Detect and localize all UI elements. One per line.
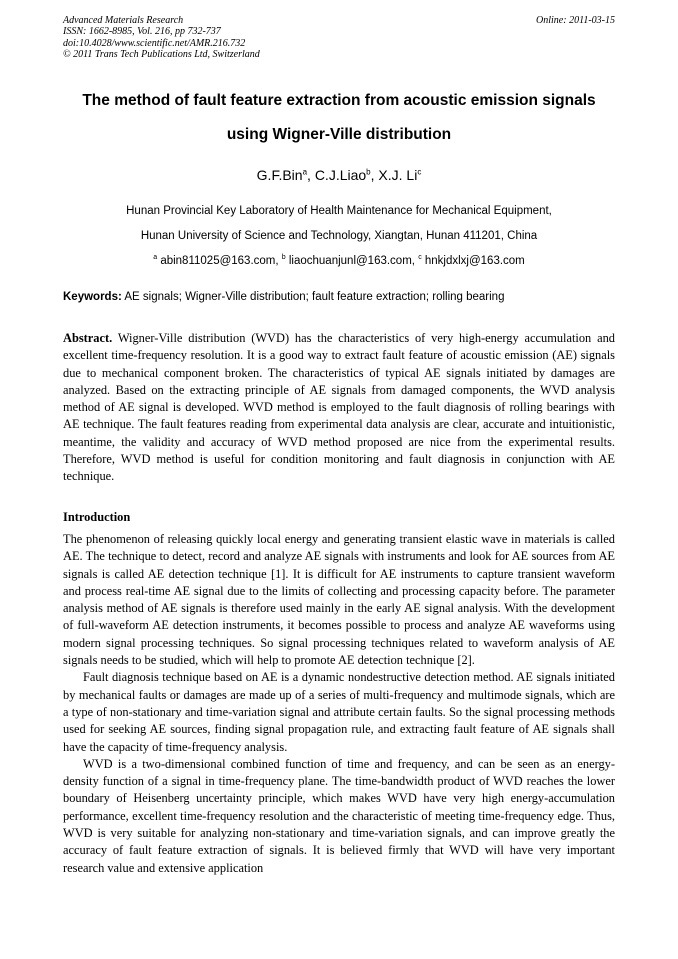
- abstract-text: Wigner-Ville distribution (WVD) has the characteristics of very high-energy accumulation and excellent time-frequency resolution. It is a good way to extract fault feature of acoustic emission (AE) signals due to mechanical component broken. The characteristics of typical AE signals initiated by damages are analyzed. Based on the extracting principle of AE signals from damaged components, the WVD analysis method of AE signal is developed. WVD method is employed to the fault diagnosis of rolling bearings with AE technique. The fault features reading from experimental data analysis are clear, accurate and intuitionistic, meantime, the validity and accuracy of WVD method proposed are nice from the experimental results. Therefore, WVD method is useful for condition monitoring and fault diagnosis in conjunction with AE technique.: [63, 331, 615, 484]
- keywords-text: AE signals; Wigner-Ville distribution; fault feature extraction; rolling bearing: [121, 291, 505, 303]
- paper-title-line-1: The method of fault feature extraction from acoustic emission signals: [82, 92, 596, 109]
- paragraph: Fault diagnosis technique based on AE is a dynamic nondestructive detection method. AE signals initiated by mechanical faults or damages are made up of a series of multi-frequency and multimode signals, which are a type of non-stationary and time-variation signal and attribute certain faults. So the signal processing methods used for seeking AE sources, finding signal propagation rule, and extracting fault feature of AE signals shall have the capacity of time-frequency analysis.: [63, 670, 615, 754]
- email-sup: c: [418, 254, 422, 261]
- section-heading-introduction: Introduction: [63, 510, 131, 524]
- journal-doi: doi:10.4028/www.scientific.net/AMR.216.732: [63, 37, 246, 49]
- author-emails: [0, 254, 678, 267]
- abstract-label: Abstract.: [63, 331, 113, 345]
- email-address: hnkjdxlxj@163.com: [421, 254, 525, 267]
- journal-name: Advanced Materials Research: [63, 15, 184, 26]
- author-sup: a: [302, 167, 308, 177]
- paragraph: The phenomenon of releasing quickly local energy and generating transient elastic wave in materials is called AE. The technique to detect, record and analyze AE signals with instruments and look for AE sources from AE signals is called AE detection technique [1]. It is difficult for AE instruments to capture transient waveform and process real-time AE signal due to the limits of collecting and processing capacity before. The parameter analysis method of AE signals is therefore used mainly in the early AE signal analysis. With the development of full-waveform AE detection instruments, it becomes possible to process and analyze AE waveforms using modern signal processing techniques. So signal processing techniques related to waveform analysis of AE signals needs to be studied, which will help to promote AE detection technique [2].: [63, 532, 615, 668]
- email-address: abin811025@163.com,: [157, 254, 282, 267]
- keywords-label: Keywords:: [63, 291, 122, 303]
- online-date: Online: 2011-03-15: [536, 15, 615, 26]
- author-name: G.F.Bin: [256, 167, 303, 183]
- author-list: [0, 167, 678, 183]
- author-sup: b: [366, 167, 371, 177]
- journal-header: [63, 15, 615, 60]
- journal-copyright: © 2011 Trans Tech Publications Ltd, Switzerland: [63, 48, 260, 60]
- affiliation-line-2: Hunan University of Science and Technology, Xiangtan, Hunan 411201, China: [140, 230, 538, 242]
- paper-title-line-2: using Wigner-Ville distribution: [226, 126, 452, 143]
- email-address: liaochuanjunl@163.com,: [285, 254, 419, 267]
- email-sup: a: [153, 254, 158, 261]
- affiliation-line-1: Hunan Provincial Key Laboratory of Health Maintenance for Mechanical Equipment,: [126, 205, 552, 217]
- email-sup: b: [281, 254, 286, 261]
- author-sup: c: [417, 167, 422, 177]
- author-separator: ,: [307, 167, 315, 183]
- author-name: C.J.Liao: [314, 167, 367, 183]
- abstract: [63, 330, 615, 486]
- author-separator: ,: [370, 167, 379, 183]
- keywords: [63, 291, 618, 303]
- introduction-body: [63, 531, 615, 877]
- paragraph: WVD is a two-dimensional combined function of time and frequency, and can be seen as an energy-density function of a signal in time-frequency plane. The time-bandwidth product of WVD reaches the lower boundary of Heisenberg uncertainty principle, which makes WVD have very high energy-accumulation performance, excellent time-frequency resolution and the characteristic of meeting time-frequency edge. Thus, WVD is very suitable for analyzing non-stationary and time-variation signals, and can improve greatly the accuracy of fault feature extraction of signals. It is believed firmly that WVD will have very important research value and extensive application: [63, 756, 615, 875]
- author-name: X.J. Li: [378, 167, 418, 183]
- journal-issn: ISSN: 1662-8985, Vol. 216, pp 732-737: [63, 26, 221, 38]
